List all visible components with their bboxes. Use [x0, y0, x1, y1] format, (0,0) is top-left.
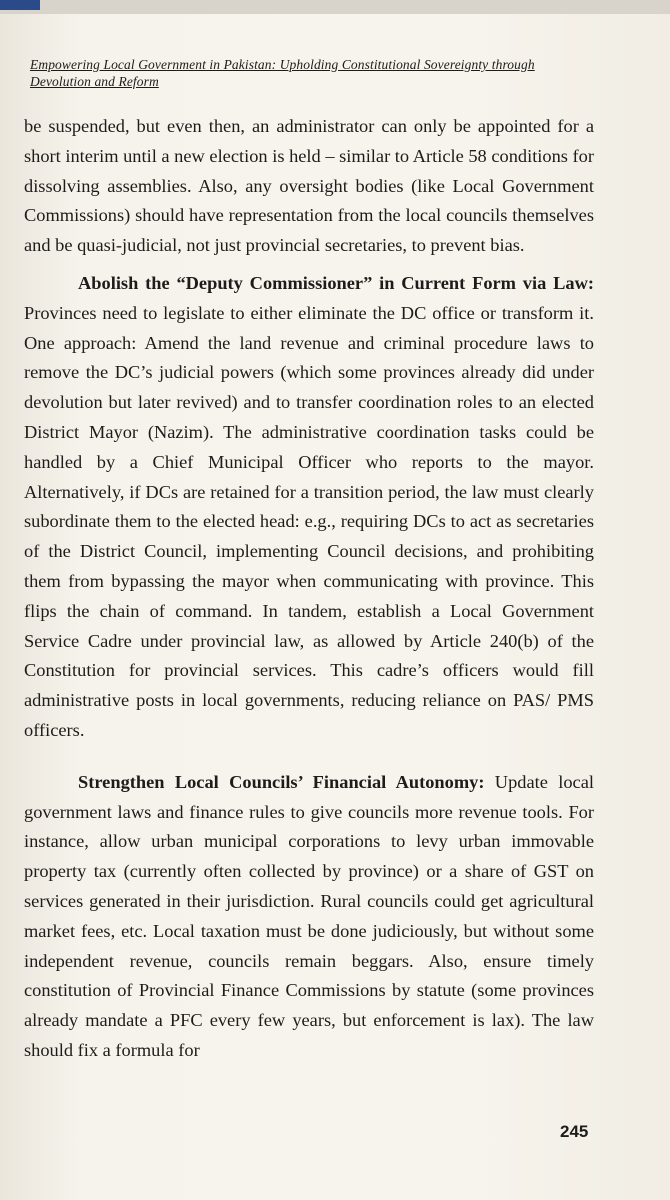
continuation-paragraph: be suspended, but even then, an administrator can only be appointed for a short interim until a new election is held – similar to Article 58 conditions for dissolving assemblies. Also, any oversight bodies (like Local Government Commissions) should have representation from the local councils themselves and be quasi-judicial, not just provincial secretaries, to prevent bias.: [24, 116, 595, 256]
section-deputy-commissioner: [24, 269, 594, 746]
section-body: Provinces need to legislate to either eliminate the DC office or transform it. One approach: Amend the land revenue and criminal procedure laws to remove the DC’s judicial powers (which some provinces already did under devolution but later revived) and to transfer coordination roles to an elected District Mayor (Nazim). The administrative coordination tasks could be handled by a Chief Municipal Officer who reports to the mayor. Alternatively, if DCs are retained for a transition period, the law must clearly subordinate them to the elected head: e.g., requiring DCs to act as secretaries of the District Council, implementing Council decisions, and prohibiting them from bypassing the mayor when communicating with province. This flips the chain of command. In tandem, establish a Local Government Service Cadre under provincial law, as allowed by Article 240(b) of the Constitution for provincial services. This cadre’s officers would fill administrative posts in local governments, reducing reliance on PAS/ PMS officers.: [24, 302, 594, 740]
previous-page-edge: [0, 0, 670, 14]
page-number: 245: [560, 1122, 589, 1141]
body-text: [24, 112, 594, 1088]
running-head: Empowering Local Government in Pakistan: Upholding Constitutional Sovereignty through Devolution and Reform: [30, 57, 535, 89]
book-cover-edge: [0, 0, 40, 10]
section-heading: Abolish the “Deputy Commissioner” in Current Form via Law:: [78, 272, 594, 293]
section-financial-autonomy: [24, 768, 594, 1066]
section-heading: Strengthen Local Councils’ Financial Autonomy:: [78, 771, 485, 792]
section-body: Update local government laws and finance rules to give councils more revenue tools. For instance, allow urban municipal corporations to levy urban immovable property tax (currently often collected by province) or a share of GST on services generated in their jurisdiction. Rural councils could get agricultural market fees, etc. Local taxation must be done judiciously, but without some independent revenue, councils remain beggars. Also, ensure timely constitution of Provincial Finance Commissions by statute (some provinces already mandate a PFC every few years, but enforcement is lax). The law should fix a formula for: [24, 771, 594, 1060]
